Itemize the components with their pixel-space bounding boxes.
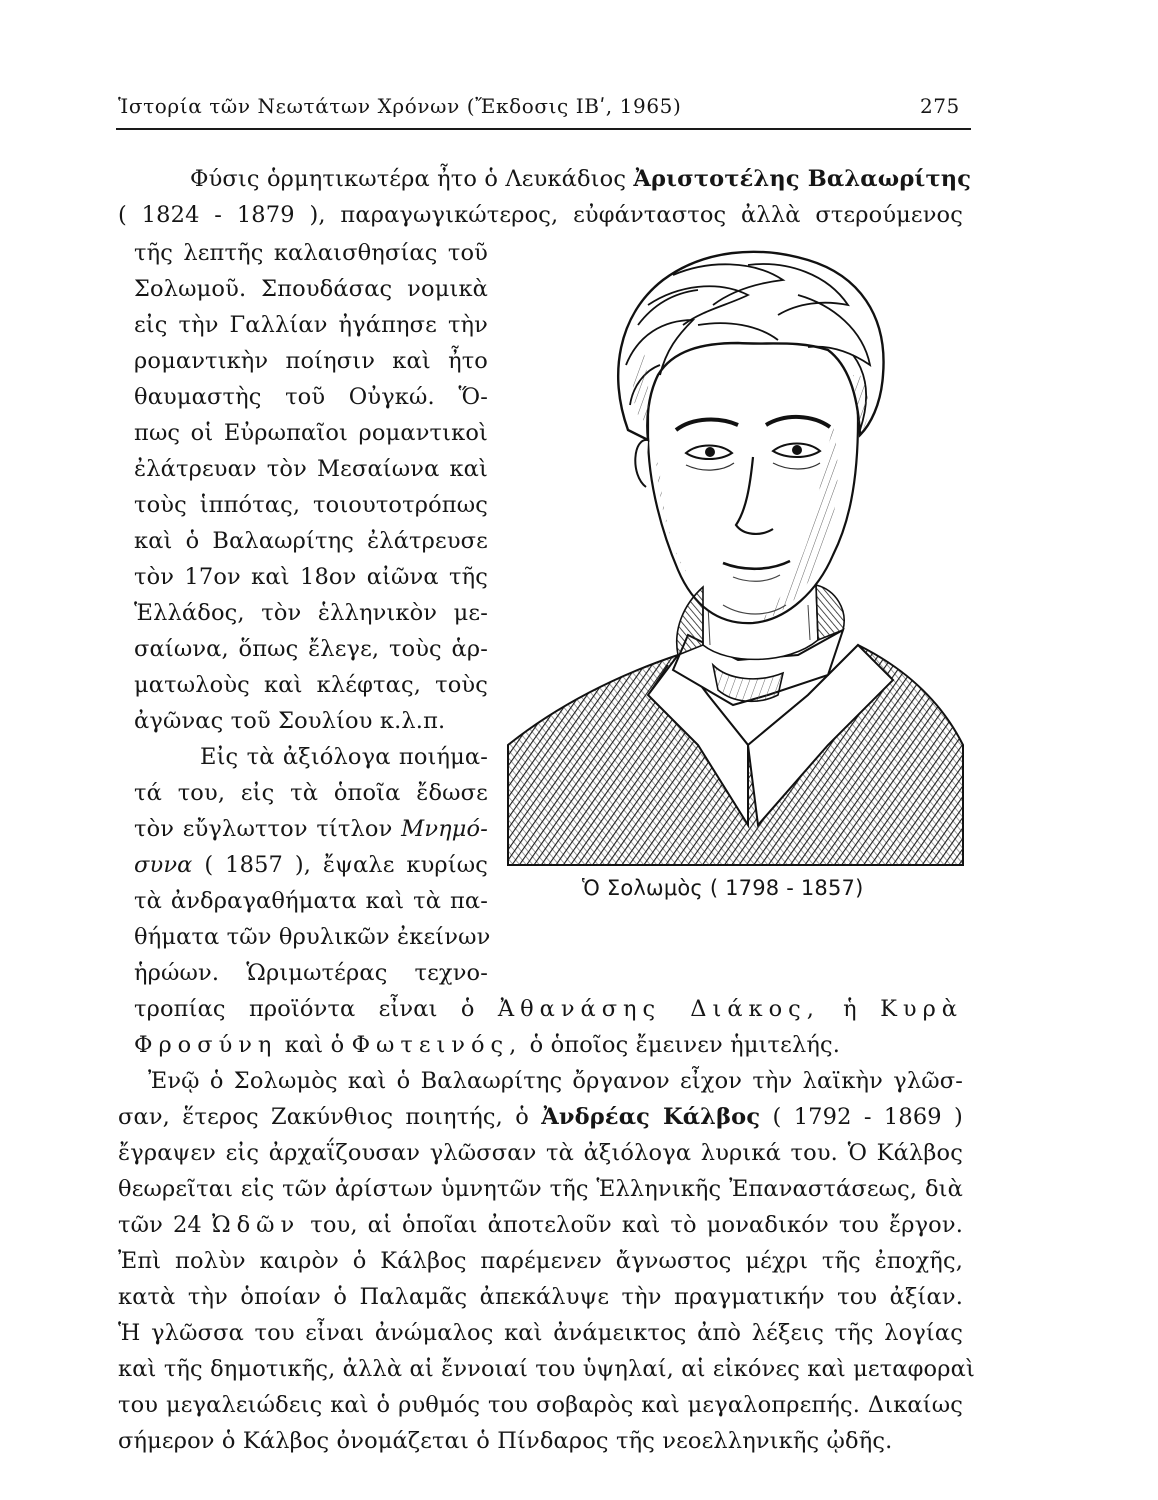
column-line: Εἰς τὰ ἀξιόλογα ποιήμα-	[200, 744, 488, 770]
column-line: καὶ ὁ Βαλαωρίτης ἐλάτρευσε	[134, 528, 488, 554]
title-mnemosyne-cont: συνα	[134, 852, 193, 878]
portrait-caption: Ὁ Σολωμὸς ( 1798 - 1857)	[582, 876, 864, 900]
portrait-engraving-solomos	[498, 225, 968, 875]
column-line: τοὺς ἱππότας, τοιουτοτρόπως	[134, 492, 488, 518]
paragraph-line: του μεγαλειώδεις καὶ ὁ ρυθμός του σοβαρὸς καὶ μεγαλοπρεπής. Δικαίως	[118, 1392, 963, 1418]
paragraph-line: κατὰ τὴν ὁποίαν ὁ Παλαμᾶς ἀπεκάλυψε τὴν πραγματικήν του ἀξίαν.	[118, 1284, 963, 1310]
paragraph-line: ἔγραψεν εἰς ἀρχαΐζουσαν γλῶσσαν τὰ ἀξιόλογα λυρικά του. Ὁ Κάλβος	[118, 1140, 963, 1166]
header-rule	[116, 128, 971, 130]
paragraph-line: ( 1824 - 1879 ), παραγωγικώτερος, εὐφάνταστος ἀλλὰ στερούμενος	[118, 202, 963, 228]
column-line: ματωλοὺς καὶ κλέφτας, τοὺς	[134, 672, 488, 698]
column-line: Ἑλλάδος, τὸν ἑλληνικὸν με-	[134, 600, 488, 626]
column-line: ἐλάτρευαν τὸν Μεσαίωνα καὶ	[134, 456, 488, 482]
work-title: Κυρὰ	[880, 996, 963, 1022]
work-title: Ἀθανάσης Διάκος,	[497, 996, 820, 1022]
column-line: τῆς λεπτῆς καλαισθησίας τοῦ	[134, 240, 488, 266]
column-line: ἀγῶνας τοῦ Σουλίου κ.λ.π.	[134, 708, 446, 734]
paragraph-line: τροπίας προϊόντα εἶναι ὁ Ἀθανάσης Διάκος, ἡ Κυρὰ	[134, 996, 963, 1022]
paragraph-line: καὶ τῆς δημοτικῆς, ἀλλὰ αἱ ἔννοιαί του ὑψηλαί, αἱ εἰκόνες καὶ μεταφοραὶ	[118, 1356, 975, 1382]
column-line: τὸν εὔγλωττον τίτλον Μνημό-	[134, 816, 488, 842]
column-line: εἰς τὴν Γαλλίαν ἠγάπησε τὴν	[134, 312, 488, 338]
paragraph-line: θεωρεῖται εἰς τῶν ἀρίστων ὑμνητῶν τῆς Ἑλληνικῆς Ἐπαναστάσεως, διὰ	[118, 1176, 963, 1202]
work-title: Φροσύνη	[134, 1032, 278, 1058]
paragraph-line: Ἐπὶ πολὺν καιρὸν ὁ Κάλβος παρέμενεν ἄγνωστος μέχρι τῆς ἐποχῆς,	[118, 1248, 963, 1274]
column-line: τὸν 17ον καὶ 18ον αἰῶνα τῆς	[134, 564, 488, 590]
title-mnemosyne: Μνημό-	[401, 816, 488, 842]
work-title-odes: Ὠδῶν	[211, 1212, 301, 1238]
page-number: 275	[920, 94, 960, 118]
work-title: Φωτεινός,	[351, 1032, 523, 1058]
column-line: Σολωμοῦ. Σπουδάσας νομικὰ	[134, 276, 488, 302]
column-line: σαίωνα, ὅπως ἔλεγε, τοὺς ἁρ-	[134, 636, 488, 662]
poet-name-kalvos: Ἀνδρέας Κάλβος	[541, 1104, 761, 1130]
column-line: πως οἱ Εὐρωπαῖοι ρομαντικοὶ	[134, 420, 488, 446]
column-line: ρομαντικὴν ποίησιν καὶ ἦτο	[134, 348, 488, 374]
column-line: συνα ( 1857 ), ἔψαλε κυρίως	[134, 852, 488, 878]
paragraph-line: Ἡ γλῶσσα του εἶναι ἀνώμαλος καὶ ἀνάμεικτος ἀπὸ λέξεις τῆς λογίας	[118, 1320, 963, 1346]
column-line: ἡρώων. Ὡριμωτέρας τεχνο-	[134, 960, 488, 986]
paragraph-line: σήμερον ὁ Κάλβος ὀνομάζεται ὁ Πίνδαρος τῆς νεοελληνικῆς ᾠδῆς.	[118, 1428, 893, 1454]
paragraph-line: Ἐνῷ ὁ Σολωμὸς καὶ ὁ Βαλαωρίτης ὄργανον εἶχον τὴν λαϊκὴν γλῶσ-	[148, 1068, 963, 1094]
column-line: τὰ ἀνδραγαθήματα καὶ τὰ πα-	[134, 888, 488, 914]
column-line: θαυμαστὴς τοῦ Οὐγκώ. Ὅ-	[134, 384, 488, 410]
running-title: Ἱστορία τῶν Νεωτάτων Χρόνων (Ἔκδοσις ΙΒʹ, 1965)	[118, 94, 682, 118]
poet-name-valaoritis: Ἀριστοτέλης Βαλαωρίτης	[633, 166, 972, 192]
column-line: τά του, εἰς τὰ ὁποῖα ἔδωσε	[134, 780, 488, 806]
paragraph-line: Φροσύνη καὶ ὁ Φωτεινός, ὁ ὁποῖος ἔμεινεν ἡμιτελής.	[134, 1032, 841, 1058]
paragraph-line: Φύσις ὁρμητικωτέρα ἦτο ὁ Λευκάδιος Ἀριστοτέλης Βαλαωρίτης	[190, 166, 972, 192]
paragraph-line: τῶν 24 Ὠδῶν του, αἱ ὁποῖαι ἀποτελοῦν καὶ τὸ μοναδικόν του ἔργον.	[118, 1212, 964, 1238]
paragraph-line: σαν, ἕτερος Ζακύνθιος ποιητής, ὁ Ἀνδρέας Κάλβος ( 1792 - 1869 )	[118, 1104, 963, 1130]
column-line: θήματα τῶν θρυλικῶν ἐκείνων	[134, 924, 491, 950]
